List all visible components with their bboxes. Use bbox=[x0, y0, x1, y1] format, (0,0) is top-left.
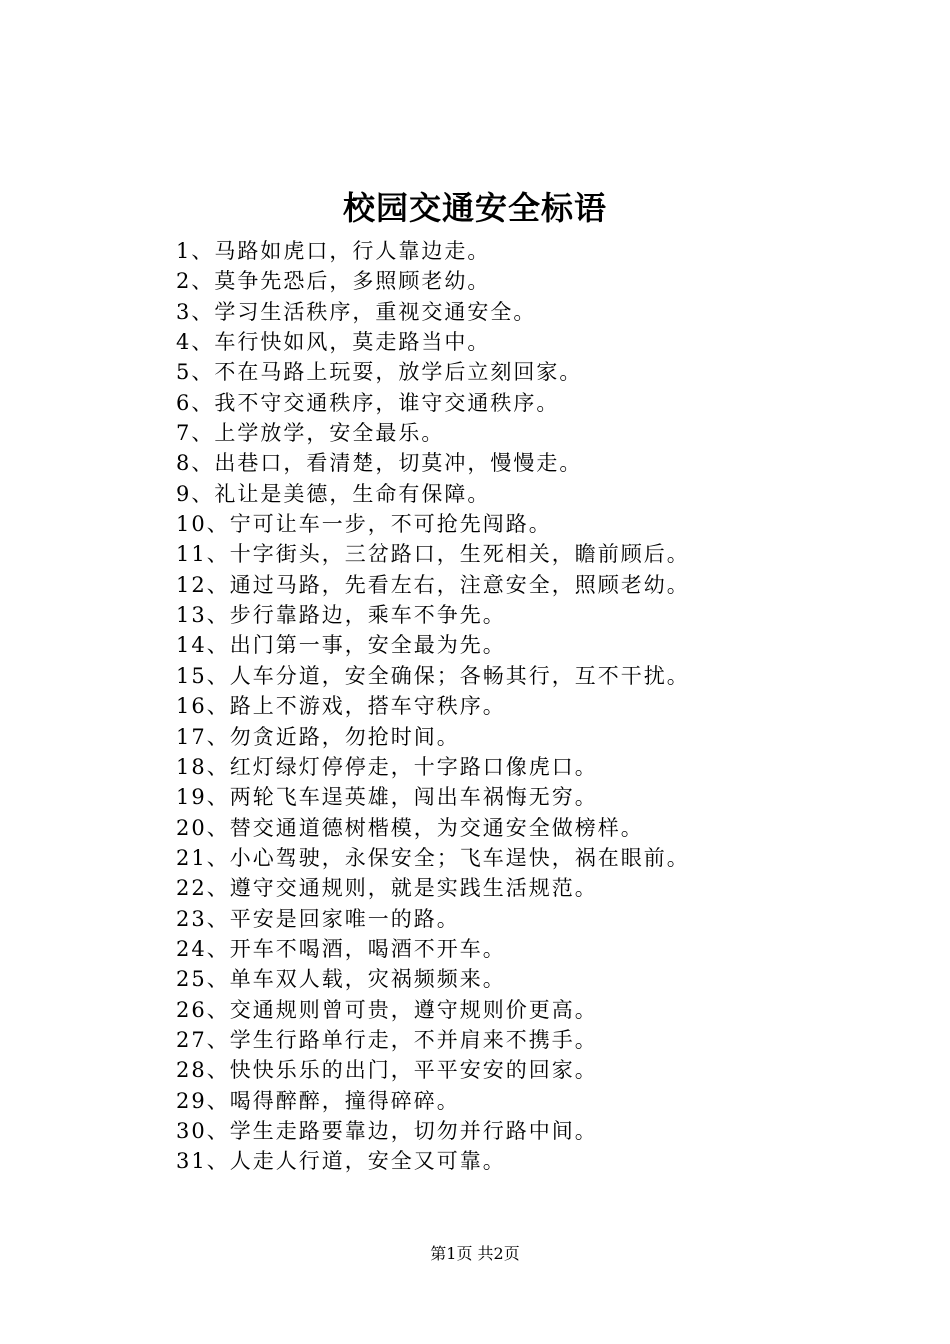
list-item: 8、出巷口，看清楚，切莫冲，慢慢走。 bbox=[176, 451, 583, 476]
list-item: 10、宁可让车一步，不可抢先闯路。 bbox=[176, 512, 552, 537]
list-item: 25、单车双人载，灾祸频频来。 bbox=[176, 967, 506, 992]
list-item: 5、不在马路上玩耍，放学后立刻回家。 bbox=[176, 360, 583, 385]
page-footer: 第1页 共2页 bbox=[430, 1244, 520, 1263]
list-item: 19、两轮飞车逞英雄，闯出车祸悔无穷。 bbox=[176, 785, 598, 810]
list-item: 13、步行靠路边，乘车不争先。 bbox=[176, 603, 506, 628]
list-item: 2、莫争先恐后，多照顾老幼。 bbox=[176, 269, 491, 294]
list-item: 18、红灯绿灯停停走，十字路口像虎口。 bbox=[176, 754, 598, 779]
document-title: 校园交通安全标语 bbox=[342, 189, 607, 227]
list-item: 3、学习生活秩序，重视交通安全。 bbox=[176, 299, 537, 324]
list-item: 31、人走人行道，安全又可靠。 bbox=[176, 1149, 506, 1174]
list-item: 1、马路如虎口，行人靠边走。 bbox=[176, 239, 491, 263]
list-item: 21、小心驾驶，永保安全；飞车逞快，祸在眼前。 bbox=[176, 845, 690, 870]
list-item: 6、我不守交通秩序，谁守交通秩序。 bbox=[176, 390, 560, 415]
list-item: 22、遵守交通规则，就是实践生活规范。 bbox=[176, 876, 598, 901]
list-item: 30、学生走路要靠边，切勿并行路中间。 bbox=[176, 1118, 598, 1143]
list-item: 24、开车不喝酒，喝酒不开车。 bbox=[176, 936, 506, 961]
list-item: 28、快快乐乐的出门，平平安安的回家。 bbox=[176, 1058, 598, 1083]
list-item: 15、人车分道，安全确保；各畅其行，互不干扰。 bbox=[176, 663, 690, 688]
list-item: 17、勿贪近路，勿抢时间。 bbox=[176, 724, 460, 749]
list-item: 7、上学放学，安全最乐。 bbox=[176, 421, 445, 446]
list-item: 27、学生行路单行走，不并肩来不携手。 bbox=[176, 1027, 598, 1052]
list-item: 12、通过马路，先看左右，注意安全，照顾老幼。 bbox=[176, 572, 690, 597]
list-item: 20、替交通道德树楷模，为交通安全做榜样。 bbox=[176, 815, 644, 840]
list-item: 16、路上不游戏，搭车守秩序。 bbox=[176, 694, 506, 719]
list-item: 9、礼让是美德，生命有保障。 bbox=[176, 481, 491, 506]
list-item: 4、车行快如风，莫走路当中。 bbox=[176, 330, 491, 355]
list-item: 11、十字街头，三岔路口，生死相关，瞻前顾后。 bbox=[176, 542, 690, 567]
list-item: 29、喝得醉醉，撞得碎碎。 bbox=[176, 1088, 460, 1113]
list-item: 23、平安是回家唯一的路。 bbox=[176, 906, 460, 931]
list-item: 26、交通规则曾可贵，遵守规则价更高。 bbox=[176, 997, 598, 1022]
list-item: 14、出门第一事，安全最为先。 bbox=[176, 633, 506, 658]
slogan-list bbox=[176, 236, 916, 1177]
